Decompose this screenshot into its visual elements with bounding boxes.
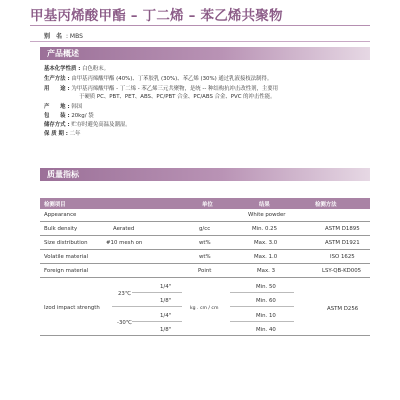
izod-sub-divider: [230, 321, 294, 322]
title-divider: [30, 25, 370, 26]
overview-header: [40, 47, 370, 60]
row-method-izod: ASTM D256: [327, 306, 359, 312]
row-unit-bulk-density: g/cc: [199, 226, 211, 232]
overview-row-origin: [44, 104, 82, 111]
izod-thickness: 1/8": [160, 298, 172, 304]
row-condition-size-distribution: #10 mesh on: [106, 240, 143, 246]
overview-label: 基本化学性质 :: [44, 66, 81, 72]
row-unit-size-distribution: wt%: [199, 240, 211, 246]
row-method-bulk-density: ASTM D1895: [325, 226, 360, 232]
overview-row-package: [44, 113, 94, 120]
overview-row-shelf-life: [44, 131, 80, 138]
alias-label: 别 名: [44, 33, 63, 40]
overview-row-storage: [44, 122, 131, 129]
quality-header: [40, 168, 370, 181]
izod-result: Min. 10: [256, 313, 276, 319]
izod-thickness: 1/8": [160, 327, 172, 333]
row-unit-izod: kg . cm / cm: [190, 306, 219, 311]
row-result-bulk-density: Min. 0.25: [252, 226, 277, 232]
alias-value: : MBS: [66, 33, 83, 40]
izod-sub-divider: [112, 306, 182, 307]
quality-table-header: [40, 198, 370, 209]
overview-heading: 产品概述: [47, 49, 79, 58]
row-method-volatile: ISO 1625: [330, 254, 355, 260]
izod-result: Min. 40: [256, 327, 276, 333]
alias-divider: [30, 41, 370, 42]
row-result-foreign: Max. 3: [257, 268, 276, 274]
izod-sub-divider: [132, 321, 182, 322]
overview-text: 20kg/ 袋: [69, 113, 94, 119]
overview-text: 由甲基丙烯酸甲酯 (40%)、丁苯胶乳 (30%)、苯乙烯 (30%) 通过乳液接枝法制得。: [69, 76, 273, 82]
izod-result: Min. 50: [256, 284, 276, 290]
row-divider: [40, 221, 370, 222]
column-header-result: 结果: [259, 202, 270, 208]
overview-label: 储存方式 :: [44, 122, 70, 128]
overview-label: 生产方法 :: [44, 76, 70, 82]
overview-label: 用 途 :: [44, 86, 70, 92]
overview-label: 保 质 期 :: [44, 131, 68, 137]
row-result-volatile: Max. 1.0: [254, 254, 278, 260]
row-method-foreign: LSY-QB-KD005: [322, 268, 362, 274]
row-item-volatile: Volatile material: [44, 254, 89, 260]
row-item-size-distribution: Size distribution: [44, 240, 88, 246]
row-item-appearance: Appearance: [44, 212, 77, 218]
row-item-foreign: Foreign material: [44, 268, 89, 274]
izod-temp-23: 23℃: [118, 291, 131, 297]
column-header-item: 检测项目: [44, 202, 66, 208]
izod-sub-divider: [230, 292, 294, 293]
row-item-bulk-density: Bulk density: [44, 226, 78, 232]
row-unit-volatile: wt%: [199, 254, 211, 260]
row-result-size-distribution: Max. 3.0: [254, 240, 278, 246]
overview-text: 于硬质 PC、PBT、PET、ABS、PC/PBT 合金、PC/ABS 合金、PVC 的冲击性能。: [79, 94, 276, 100]
overview-row-method: [44, 76, 272, 83]
overview-row-usage: [44, 86, 278, 93]
overview-label: 产 地 :: [44, 104, 70, 110]
overview-row-usage-cont: [79, 94, 276, 101]
column-header-method: 检测方法: [315, 202, 337, 208]
overview-text: 二年: [67, 131, 81, 137]
row-unit-foreign: Point: [198, 268, 212, 274]
izod-result: Min. 60: [256, 298, 276, 304]
row-divider: [40, 249, 370, 250]
overview-text: 韩国: [69, 104, 83, 110]
izod-sub-divider: [230, 306, 294, 307]
quality-heading: 质量指标: [47, 170, 79, 179]
overview-row-basic: [44, 66, 109, 73]
overview-text: 贮存时避免高温及潮湿。: [69, 122, 131, 128]
izod-thickness: 1/4": [160, 284, 172, 290]
row-result-appearance: White powder: [248, 212, 286, 218]
row-divider: [40, 263, 370, 264]
izod-sub-divider: [132, 292, 182, 293]
overview-label: 包 装 :: [44, 113, 70, 119]
izod-thickness: 1/4": [160, 313, 172, 319]
table-bottom-rule: [40, 335, 370, 336]
overview-text: 为甲基丙烯酸甲酯 - 丁二烯 - 苯乙烯三元共聚物，是统 -- 种结构抗冲击改性剂，主要用: [69, 86, 279, 92]
row-divider: [40, 235, 370, 236]
column-header-unit: 单位: [202, 202, 213, 208]
overview-text: 白色粉末。: [80, 66, 110, 72]
alias-line: [44, 31, 83, 40]
row-condition-bulk-density: Aerated: [113, 226, 135, 232]
row-divider: [40, 277, 370, 278]
row-item-izod: Izod impact strength: [44, 305, 100, 311]
page-title: 甲基丙烯酸甲酯 – 丁二烯 – 苯乙烯共聚物: [30, 8, 283, 24]
row-method-size-distribution: ASTM D1921: [325, 240, 360, 246]
izod-temp-minus30: -30℃: [117, 320, 132, 326]
